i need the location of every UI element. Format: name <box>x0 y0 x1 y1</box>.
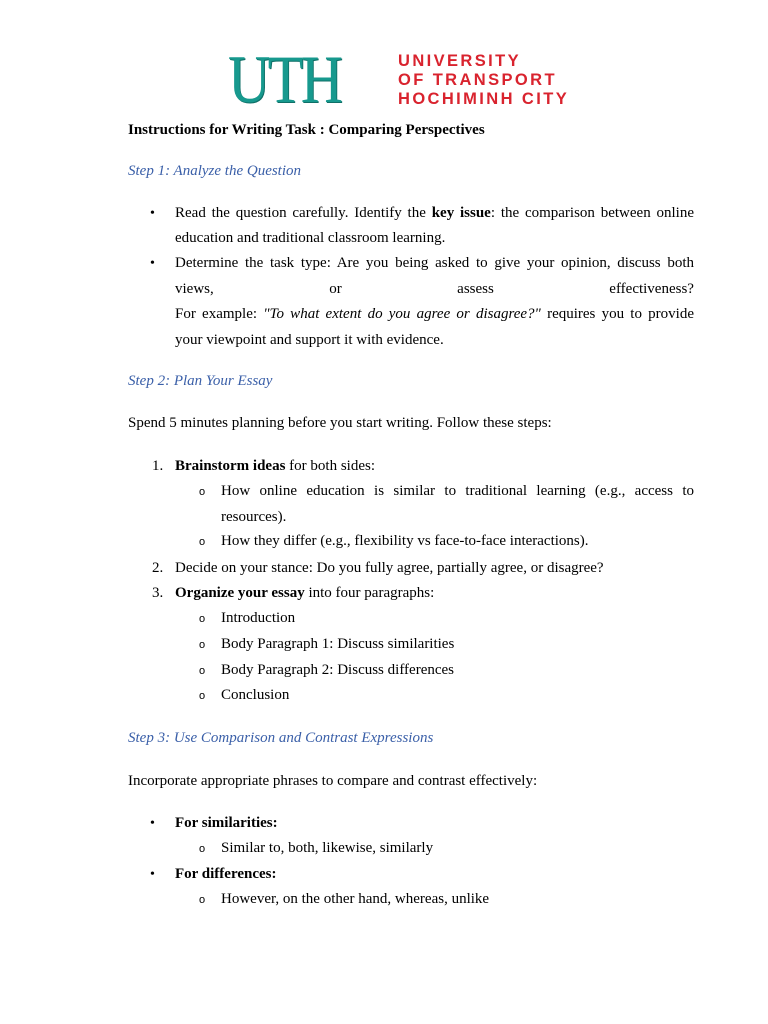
step-1-bullet-2-line-4: your viewpoint and support it with evidence. <box>175 332 444 348</box>
sub-marker: o <box>199 665 206 677</box>
sub-marker: o <box>199 894 206 906</box>
step-1-bullet-1-line-2: education and traditional classroom learning. <box>175 230 446 246</box>
step-2-item-2: Decide on your stance: Do you fully agree, partially agree, or disagree? <box>175 560 604 576</box>
step-1-bullet-2-line-3: For example: "To what extent do you agree or disagree?" requires you to provide <box>175 306 694 322</box>
step-2-intro: Spend 5 minutes planning before you start writing. Follow these steps: <box>128 415 552 431</box>
step-2-heading: Step 2: Plan Your Essay <box>128 373 273 389</box>
step-2-item-1-sub-2: How they differ (e.g., flexibility vs face-to-face interactions). <box>221 533 589 549</box>
sub-marker: o <box>199 536 206 548</box>
step-2-item-3-sub: Body Paragraph 2: Discuss differences <box>221 662 454 678</box>
sub-marker: o <box>199 639 206 651</box>
document-title: Instructions for Writing Task : Comparing Perspectives <box>128 122 485 138</box>
differences-items: However, on the other hand, whereas, unlike <box>221 891 490 907</box>
step-1-bullet-1-line-1: Read the question carefully. Identify the key issue: the comparison between online <box>175 205 695 221</box>
sub-marker: o <box>199 613 206 625</box>
step-2-item-3: Organize your essay into four paragraphs: <box>175 585 435 601</box>
bullet-marker: • <box>150 256 155 271</box>
sub-marker: o <box>199 690 206 702</box>
step-2-item-1-sub-1-line-2: resources). <box>221 509 287 525</box>
differences-label: For differences: <box>175 866 277 882</box>
similarities-label: For similarities: <box>175 815 278 831</box>
similarities-items: Similar to, both, likewise, similarly <box>221 840 434 856</box>
bullet-marker: • <box>150 867 155 882</box>
logo-line-2: OF TRANSPORT <box>398 71 557 89</box>
step-2-item-3-sub: Introduction <box>221 610 296 626</box>
step-2-item-1: Brainstorm ideas for both sides: <box>175 458 375 474</box>
bullet-marker: • <box>150 816 155 831</box>
step-1-heading: Step 1: Analyze the Question <box>128 163 302 179</box>
list-number: 3. <box>152 585 164 601</box>
step-1-bullet-2-line-2: views, or assess effectiveness? <box>175 281 694 297</box>
university-logo <box>218 41 608 117</box>
logo-letters: UTH <box>228 41 341 117</box>
step-2-item-3-sub: Conclusion <box>221 687 290 703</box>
step-2-item-1-sub-1-line-1: How online education is similar to traditional learning (e.g., access to <box>221 483 694 499</box>
step-3-heading: Step 3: Use Comparison and Contrast Expressions <box>128 730 434 746</box>
step-3-intro: Incorporate appropriate phrases to compare and contrast effectively: <box>128 773 538 789</box>
logo-line-3: HOCHIMINH CITY <box>398 90 570 108</box>
bullet-marker: • <box>150 206 155 221</box>
logo-line-1: UNIVERSITY <box>398 52 522 70</box>
sub-marker: o <box>199 843 206 855</box>
logo-text <box>398 52 569 109</box>
sub-marker: o <box>199 486 206 498</box>
step-2-item-3-sub: Body Paragraph 1: Discuss similarities <box>221 636 455 652</box>
list-number: 2. <box>152 560 164 576</box>
step-1-bullet-2-line-1: Determine the task type: Are you being asked to give your opinion, discuss both <box>175 255 694 271</box>
list-number: 1. <box>152 458 164 474</box>
